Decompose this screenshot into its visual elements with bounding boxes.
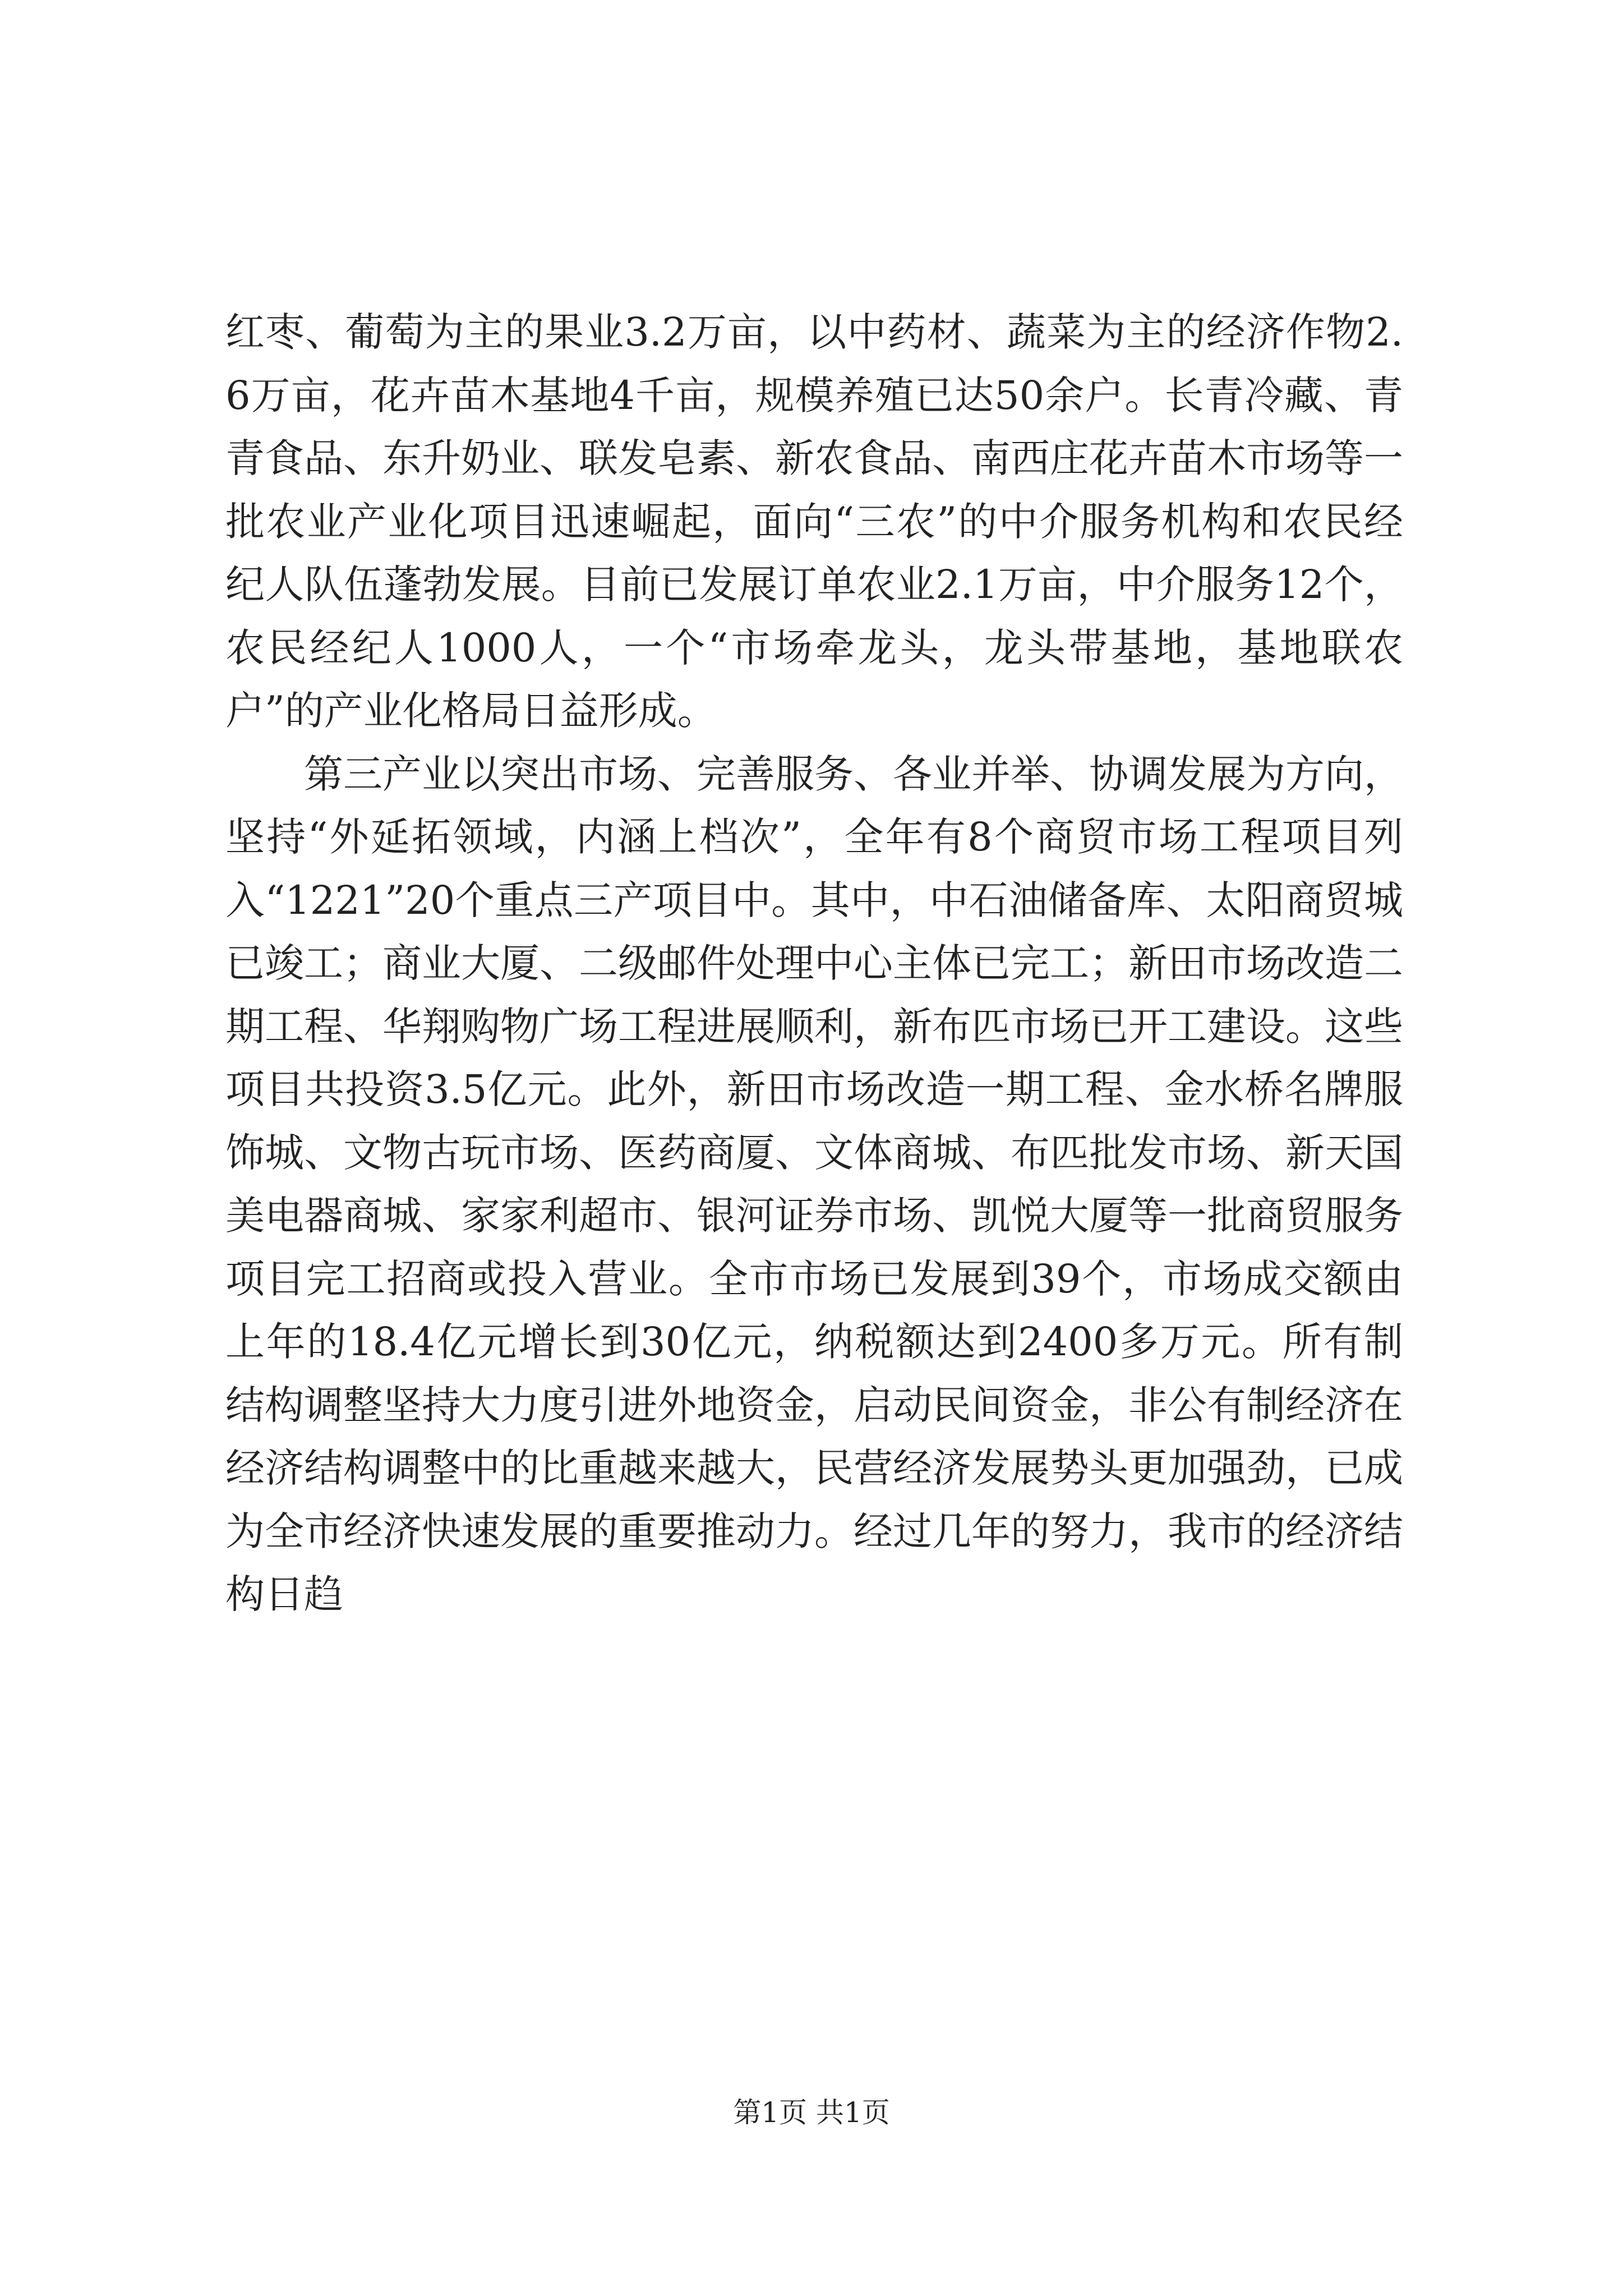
paragraph-agriculture: 红枣、葡萄为主的果业3.2万亩，以中药材、蔬菜为主的经济作物2.6万亩，花卉苗木基地4千亩，规模养殖已达50余户。长青冷藏、青青食品、东升奶业、联发皂素、新农食品、南西庄花卉苗木市场等一批农业产业化项目迅速崛起，面向“三农”的中介服务机构和农民经纪人队伍蓬勃发展。目前已发展订单农业2.1万亩，中介服务12个，农民经纪人1000人，一个“市场牵龙头，龙头带基地，基地联农户”的产业化格局日益形成。 bbox=[225, 309, 1403, 734]
document-body bbox=[225, 301, 1403, 1626]
paragraph-tertiary-industry: 第三产业以突出市场、完善服务、各业并举、协调发展为方向，坚持“外延拓领域，内涵上档次”，全年有8个商贸市场工程项目列入“1221”20个重点三产项目中。其中，中石油储备库、太阳商贸城已竣工；商业大厦、二级邮件处理中心主体已完工；新田市场改造二期工程、华翔购物广场工程进展顺利，新布匹市场已开工建设。这些项目共投资3.5亿元。此外，新田市场改造一期工程、金水桥名牌服饰城、文物古玩市场、医药商厦、文体商城、布匹批发市场、新天国美电器商城、家家利超市、银河证券市场、凯悦大厦等一批商贸服务项目完工招商或投入营业。全市市场已发展到39个，市场成交额由上年的18.4亿元增长到30亿元，纳税额达到2400多万元。所有制结构调整坚持大力度引进外地资金，启动民间资金，非公有制经济在经济结构调整中的比重越来越大，民营经济发展势头更加强劲，已成为全市经济快速发展的重要推动力。经过几年的努力，我市的经济结构日趋 bbox=[225, 751, 1403, 1617]
page-number-footer: 第1页 共1页 bbox=[733, 2096, 890, 2129]
